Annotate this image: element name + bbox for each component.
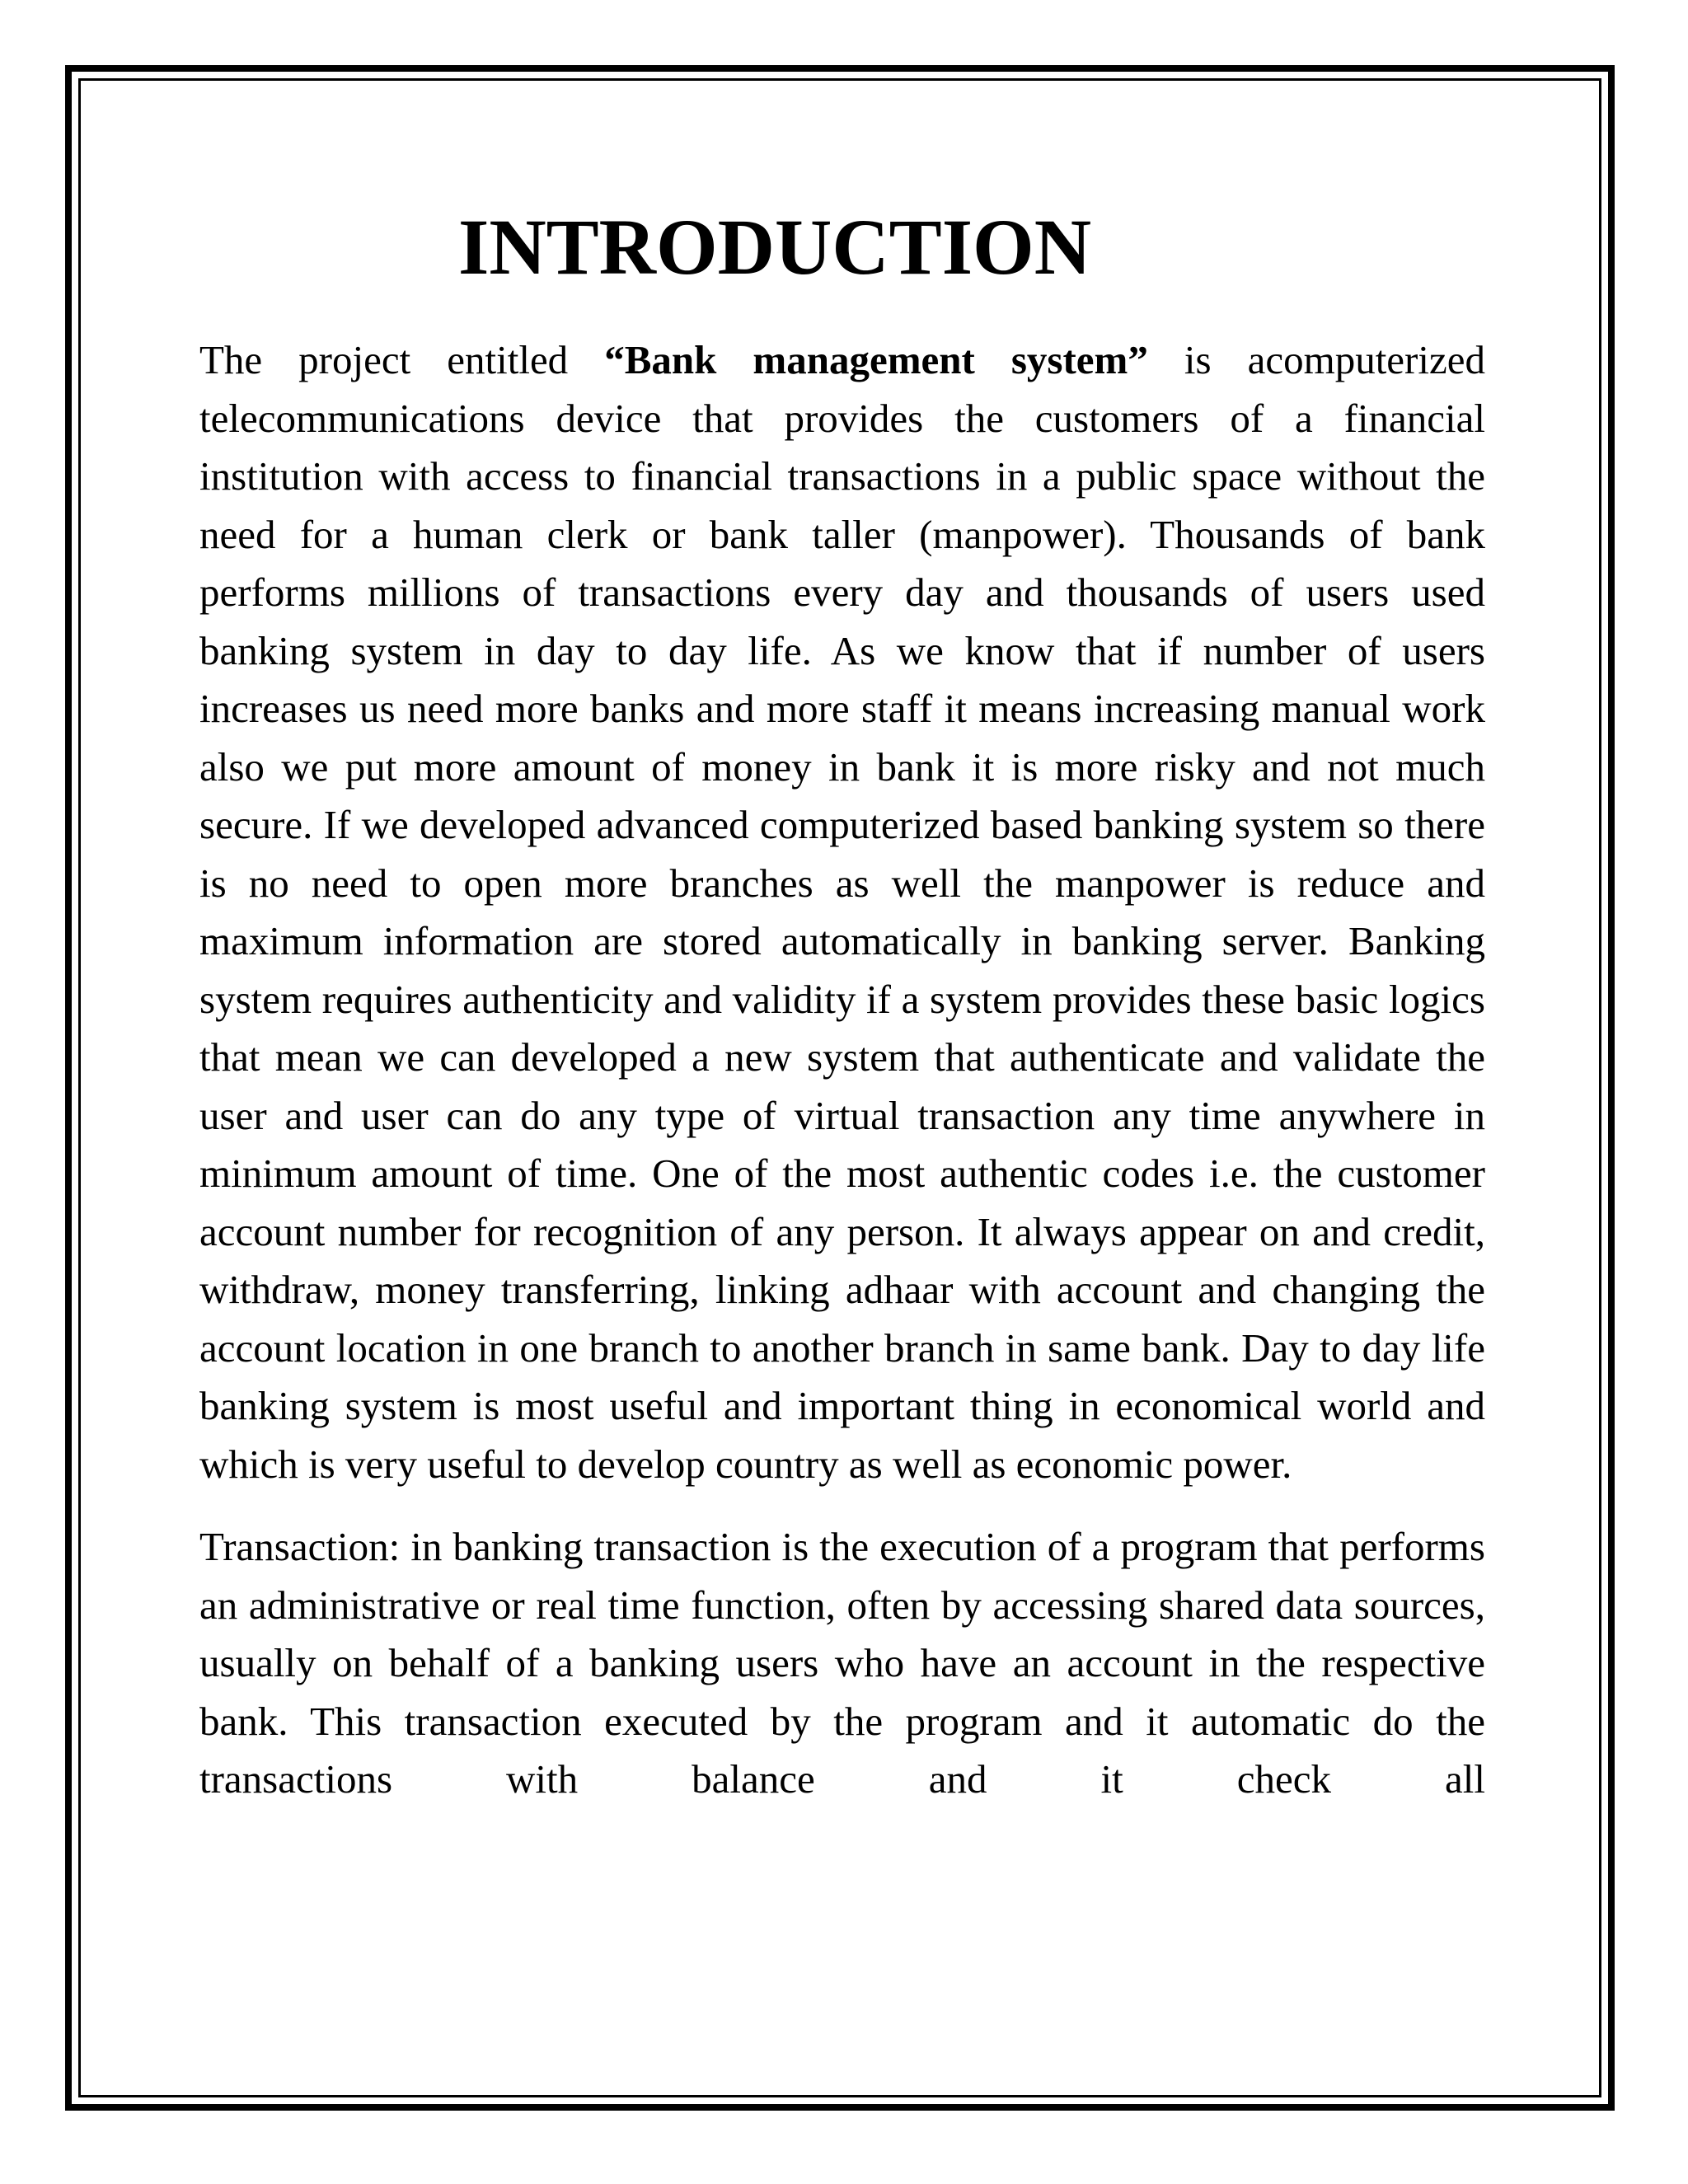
paragraph-2-text: Transaction: in banking transaction is the execution of a program that performs an administrative or real time function, often by accessing shared data sources, usually on behalf of a banking users who have an account in the respective bank. This transaction executed by the program and it automatic do the transactions with balance and it check all bbox=[199, 1524, 1485, 1802]
paragraph-1-lead: The project entitled bbox=[199, 337, 605, 382]
paragraph-2 bbox=[199, 1518, 1485, 1809]
project-name: “Bank management system” bbox=[604, 337, 1148, 382]
paragraph-1 bbox=[199, 331, 1485, 1493]
page-title: INTRODUCTION bbox=[457, 203, 1092, 291]
body-text bbox=[199, 331, 1485, 1809]
paragraph-1-rest: is acomputerized telecommunications device that provides the customers of a financial institution with access to financial transactions in a public space without the need for a human clerk or bank taller (manpower). Thousands of bank performs millions of transactions every day and thousands of users used banking system in day to day life. As we know that if number of users increases us need more banks and more staff it means increasing manual work also we put more amount of money in bank it is more risky and not much secure. If we developed advanced computerized based banking system so there is no need to open more branches as well the manpower is reduce and maximum information are stored automatically in banking server. Banking system requires authenticity and validity if a system provides these basic logics that mean we can developed a new system that authenticate and validate the user and user can do any type of virtual transaction any time anywhere in minimum amount of time. One of the most authentic codes i.e. the customer account number for recognition of any person. It always appear on and credit, withdraw, money transferring, linking adhaar with account and changing the account location in one branch to another branch in same bank. Day to day life banking system is most useful and important thing in economical world and which is very useful to develop country as well as economic power. bbox=[199, 337, 1485, 1487]
